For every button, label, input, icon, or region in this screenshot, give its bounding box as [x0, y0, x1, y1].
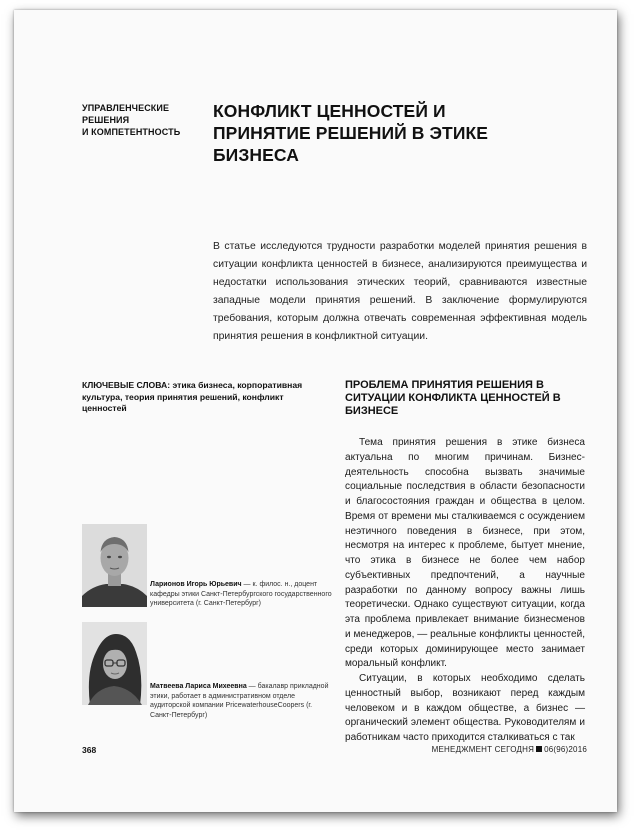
- body-paragraph: Тема принятия решения в этике бизнеса актуальна по многим причинам. Бизнес-деятельность способна вызвать значимые социальные последствия в области безопасности и благосостояния граждан и общества в целом. Время от времени мы сталкиваемся с осуждением неэтичного поведения в бизнесе, при этом, несмотря на интерес к проблеме, бытует мнение, что этика в бизнесе не более чем набор субъективных предпочтений, а научные разработки по данному вопросу важны лишь теоретически. Однако существуют ситуации, когда эта проблема привлекает внимание бизнесменов и менеджеров, — реальные конфликты ценностей, среди которых доминирующее место занимает моральный конфликт.: [345, 437, 585, 670]
- author-bio: — к. филос. н., доцент кафедры этики Санкт-Петербургского государственного университета (г. Санкт-Петербург): [150, 581, 332, 608]
- page-number: 368: [82, 745, 97, 755]
- author-bio: — бакалавр прикладной этики, работает в административном отделе аудиторской компании PricewaterhouseCoopers (г. Санкт-Петербург): [150, 683, 329, 719]
- author-photo-matveeva: [82, 622, 147, 705]
- keywords: КЛЮЧЕВЫЕ СЛОВА: этика бизнеса, корпоративная культура, теория принятия решений, конфликт ценностей: [82, 380, 303, 413]
- body-paragraph: Ситуации, в которых необходимо сделать ценностный выбор, возникают перед каждым человеком и в каждом обществе, а бизнес — органический элемент общества. Руководителям и работникам часто приходится сталкиваться с так: [345, 673, 585, 743]
- article-title: КОНФЛИКТ ЦЕННОСТЕЙ И ПРИНЯТИЕ РЕШЕНИЙ В ЭТИКЕ БИЗНЕСА: [213, 101, 489, 165]
- section-rubric: УПРАВЛЕНЧЕСКИЕ РЕШЕНИЯ И КОМПЕТЕНТНОСТЬ: [82, 103, 181, 137]
- author-name: Матвеева Лариса Михеевна: [150, 683, 247, 690]
- author-name: Ларионов Игорь Юрьевич: [150, 581, 242, 588]
- journal-name: МЕНЕДЖМЕНТ СЕГОДНЯ: [431, 745, 535, 754]
- square-separator-icon: [536, 746, 542, 752]
- article-abstract: В статье исследуются трудности разработки моделей принятия решения в ситуации конфликта ценностей в бизнесе, анализируются преимущества и недостатки использования этических теорий, сравниваются известные западные модели принятия решений. В заключение формулируются требования, которым должна отвечать современная эффективная модель принятия решения в конфликтной ситуации.: [213, 241, 587, 342]
- journal-issue: 06(96)2016: [544, 745, 587, 754]
- section-heading: ПРОБЛЕМА ПРИНЯТИЯ РЕШЕНИЯ В СИТУАЦИИ КОНФЛИКТА ЦЕННОСТЕЙ В БИЗНЕСЕ: [345, 379, 561, 417]
- article-body: [345, 436, 585, 746]
- author-info-matveeva: [150, 682, 335, 720]
- journal-footer: [432, 745, 587, 754]
- author-photo-larionov: [82, 524, 147, 607]
- author-info-larionov: [150, 580, 335, 609]
